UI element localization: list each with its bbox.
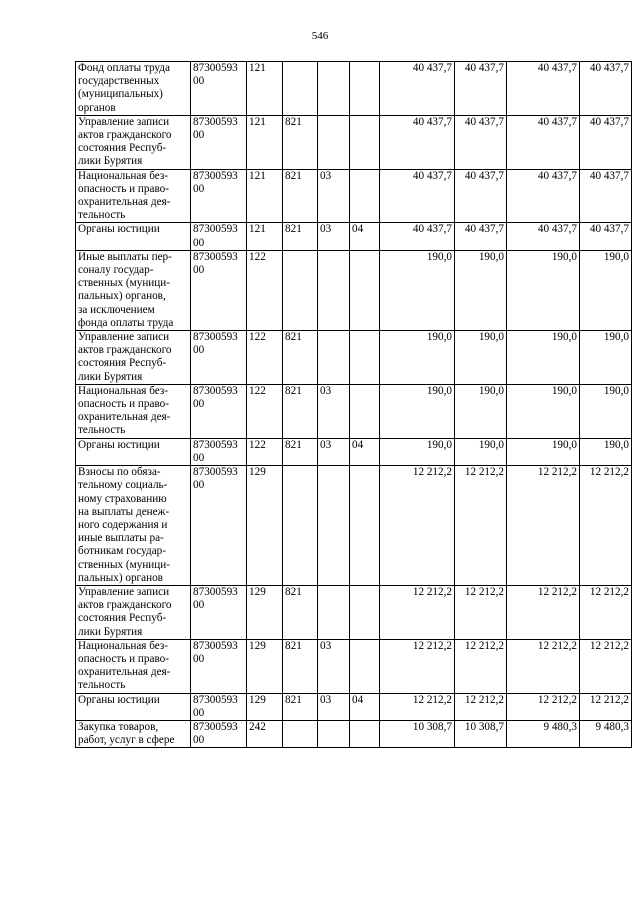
subsection-cell [350, 639, 380, 693]
subsection-cell: 04 [350, 223, 380, 250]
amount-3-cell: 12 212,2 [507, 466, 580, 586]
expense-type-cell: 129 [247, 639, 283, 693]
target-code-cell: 87300593 00 [191, 720, 247, 747]
section-cell: 03 [318, 693, 350, 720]
manager-code-cell: 821 [283, 585, 318, 639]
section-cell [318, 585, 350, 639]
manager-code-cell: 821 [283, 169, 318, 223]
manager-code-cell: 821 [283, 384, 318, 438]
amount-3-cell: 12 212,2 [507, 585, 580, 639]
amount-4-cell: 190,0 [580, 384, 632, 438]
target-code-cell: 87300593 00 [191, 115, 247, 169]
amount-4-cell: 12 212,2 [580, 585, 632, 639]
amount-2-cell: 12 212,2 [455, 466, 507, 586]
row-name-cell: Взносы по обяза- тельному социаль- ному страхованию на выплаты денеж- ного содержания и иные выплаты ра- ботникам государ- ственных (муници- пальных) органов [76, 466, 191, 586]
table-row [76, 62, 632, 116]
subsection-cell: 04 [350, 438, 380, 465]
amount-4-cell: 9 480,3 [580, 720, 632, 747]
subsection-cell [350, 585, 380, 639]
target-code-cell: 87300593 00 [191, 585, 247, 639]
subsection-cell [350, 331, 380, 385]
section-cell [318, 466, 350, 586]
target-code-cell: 87300593 00 [191, 169, 247, 223]
amount-1-cell: 190,0 [380, 438, 455, 465]
amount-3-cell: 190,0 [507, 384, 580, 438]
section-cell: 03 [318, 223, 350, 250]
subsection-cell [350, 466, 380, 586]
amount-4-cell: 40 437,7 [580, 115, 632, 169]
amount-2-cell: 40 437,7 [455, 223, 507, 250]
amount-4-cell: 12 212,2 [580, 466, 632, 586]
amount-1-cell: 12 212,2 [380, 466, 455, 586]
subsection-cell [350, 62, 380, 116]
section-cell [318, 62, 350, 116]
section-cell: 03 [318, 384, 350, 438]
manager-code-cell [283, 62, 318, 116]
row-name-cell: Национальная без- опасность и право- охранительная дея- тельность [76, 169, 191, 223]
section-cell [318, 250, 350, 330]
amount-2-cell: 190,0 [455, 250, 507, 330]
amount-1-cell: 40 437,7 [380, 62, 455, 116]
section-cell [318, 115, 350, 169]
section-cell [318, 331, 350, 385]
amount-2-cell: 190,0 [455, 438, 507, 465]
table-row [76, 639, 632, 693]
table-row [76, 169, 632, 223]
target-code-cell: 87300593 00 [191, 62, 247, 116]
page-number: 546 [311, 30, 329, 42]
expense-type-cell: 121 [247, 223, 283, 250]
table-row [76, 331, 632, 385]
expense-type-cell: 122 [247, 250, 283, 330]
table-row [76, 466, 632, 586]
row-name-cell: Органы юстиции [76, 223, 191, 250]
amount-4-cell: 40 437,7 [580, 223, 632, 250]
subsection-cell [350, 720, 380, 747]
target-code-cell: 87300593 00 [191, 466, 247, 586]
expense-type-cell: 122 [247, 384, 283, 438]
target-code-cell: 87300593 00 [191, 438, 247, 465]
expense-type-cell: 121 [247, 169, 283, 223]
amount-1-cell: 190,0 [380, 250, 455, 330]
manager-code-cell: 821 [283, 223, 318, 250]
expense-type-cell: 122 [247, 331, 283, 385]
amount-4-cell: 40 437,7 [580, 62, 632, 116]
amount-3-cell: 40 437,7 [507, 62, 580, 116]
amount-4-cell: 190,0 [580, 331, 632, 385]
subsection-cell [350, 115, 380, 169]
amount-3-cell: 9 480,3 [507, 720, 580, 747]
target-code-cell: 87300593 00 [191, 223, 247, 250]
amount-1-cell: 190,0 [380, 331, 455, 385]
target-code-cell: 87300593 00 [191, 331, 247, 385]
row-name-cell: Управление записи актов гражданского состояния Респуб- лики Бурятия [76, 115, 191, 169]
row-name-cell: Фонд оплаты труда государственных (муниципальных) органов [76, 62, 191, 116]
amount-2-cell: 40 437,7 [455, 169, 507, 223]
amount-1-cell: 12 212,2 [380, 693, 455, 720]
amount-1-cell: 190,0 [380, 384, 455, 438]
amount-2-cell: 12 212,2 [455, 693, 507, 720]
subsection-cell [350, 250, 380, 330]
subsection-cell [350, 169, 380, 223]
subsection-cell [350, 384, 380, 438]
manager-code-cell: 821 [283, 693, 318, 720]
table-row [76, 585, 632, 639]
row-name-cell: Национальная без- опасность и право- охранительная дея- тельность [76, 384, 191, 438]
target-code-cell: 87300593 00 [191, 693, 247, 720]
amount-3-cell: 190,0 [507, 250, 580, 330]
amount-1-cell: 12 212,2 [380, 639, 455, 693]
section-cell [318, 720, 350, 747]
row-name-cell: Национальная без- опасность и право- охранительная дея- тельность [76, 639, 191, 693]
amount-3-cell: 40 437,7 [507, 223, 580, 250]
table-row [76, 720, 632, 747]
expense-type-cell: 129 [247, 466, 283, 586]
manager-code-cell: 821 [283, 115, 318, 169]
row-name-cell: Органы юстиции [76, 693, 191, 720]
budget-table-body [76, 62, 632, 748]
amount-3-cell: 12 212,2 [507, 639, 580, 693]
amount-2-cell: 190,0 [455, 331, 507, 385]
subsection-cell: 04 [350, 693, 380, 720]
amount-3-cell: 40 437,7 [507, 169, 580, 223]
amount-3-cell: 40 437,7 [507, 115, 580, 169]
amount-4-cell: 190,0 [580, 438, 632, 465]
manager-code-cell: 821 [283, 438, 318, 465]
manager-code-cell: 821 [283, 639, 318, 693]
amount-1-cell: 40 437,7 [380, 223, 455, 250]
amount-2-cell: 10 308,7 [455, 720, 507, 747]
table-row [76, 250, 632, 330]
target-code-cell: 87300593 00 [191, 384, 247, 438]
amount-1-cell: 12 212,2 [380, 585, 455, 639]
table-row [76, 438, 632, 465]
section-cell: 03 [318, 639, 350, 693]
table-row [76, 384, 632, 438]
amount-2-cell: 40 437,7 [455, 62, 507, 116]
amount-1-cell: 40 437,7 [380, 115, 455, 169]
budget-table [75, 61, 632, 748]
row-name-cell: Управление записи актов гражданского состояния Респуб- лики Бурятия [76, 585, 191, 639]
row-name-cell: Иные выплаты пер- соналу государ- ственных (муници- пальных) органов, за исключением фонда оплаты труда [76, 250, 191, 330]
expense-type-cell: 129 [247, 585, 283, 639]
amount-3-cell: 190,0 [507, 438, 580, 465]
row-name-cell: Закупка товаров, работ, услуг в сфере [76, 720, 191, 747]
manager-code-cell [283, 720, 318, 747]
expense-type-cell: 122 [247, 438, 283, 465]
expense-type-cell: 121 [247, 62, 283, 116]
target-code-cell: 87300593 00 [191, 639, 247, 693]
amount-1-cell: 40 437,7 [380, 169, 455, 223]
section-cell: 03 [318, 438, 350, 465]
expense-type-cell: 121 [247, 115, 283, 169]
manager-code-cell [283, 250, 318, 330]
amount-3-cell: 190,0 [507, 331, 580, 385]
table-row [76, 693, 632, 720]
amount-3-cell: 12 212,2 [507, 693, 580, 720]
amount-2-cell: 190,0 [455, 384, 507, 438]
amount-4-cell: 12 212,2 [580, 639, 632, 693]
row-name-cell: Управление записи актов гражданского состояния Респуб- лики Бурятия [76, 331, 191, 385]
amount-4-cell: 12 212,2 [580, 693, 632, 720]
amount-1-cell: 10 308,7 [380, 720, 455, 747]
amount-4-cell: 190,0 [580, 250, 632, 330]
expense-type-cell: 242 [247, 720, 283, 747]
amount-2-cell: 12 212,2 [455, 585, 507, 639]
amount-2-cell: 12 212,2 [455, 639, 507, 693]
expense-type-cell: 129 [247, 693, 283, 720]
row-name-cell: Органы юстиции [76, 438, 191, 465]
amount-2-cell: 40 437,7 [455, 115, 507, 169]
target-code-cell: 87300593 00 [191, 250, 247, 330]
amount-4-cell: 40 437,7 [580, 169, 632, 223]
section-cell: 03 [318, 169, 350, 223]
manager-code-cell [283, 466, 318, 586]
table-row [76, 115, 632, 169]
table-row [76, 223, 632, 250]
manager-code-cell: 821 [283, 331, 318, 385]
